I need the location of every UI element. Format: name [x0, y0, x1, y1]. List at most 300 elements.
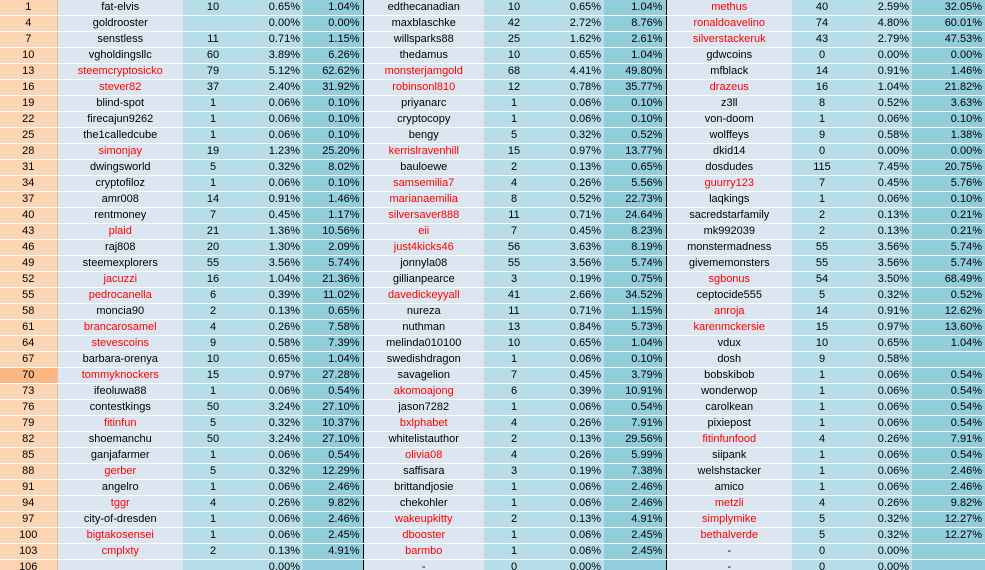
cumulative-percent-cell[interactable]: 0.75% — [604, 272, 666, 288]
user-name-cell[interactable]: simonjay — [57, 144, 183, 160]
user-name-cell[interactable]: dosh — [666, 352, 792, 368]
user-name-cell[interactable]: fat-elvis — [57, 0, 183, 16]
user-name-cell[interactable]: von-doom — [666, 112, 792, 128]
user-name-cell[interactable]: - — [666, 560, 792, 570]
count-cell[interactable]: 9 — [792, 352, 852, 368]
percent-cell[interactable]: 3.56% — [243, 256, 303, 272]
percent-cell[interactable]: 0.06% — [544, 544, 604, 560]
count-cell[interactable]: 1 — [792, 368, 852, 384]
percent-cell[interactable]: 0.97% — [852, 320, 912, 336]
user-name-cell[interactable]: - — [666, 544, 792, 560]
user-name-cell[interactable]: cmplxty — [57, 544, 183, 560]
user-name-cell[interactable]: pedrocanella — [57, 288, 183, 304]
count-cell[interactable]: 15 — [484, 144, 544, 160]
count-cell[interactable]: 25 — [484, 32, 544, 48]
user-name-cell[interactable]: amr008 — [57, 192, 183, 208]
percent-cell[interactable]: 1.36% — [243, 224, 303, 240]
percent-cell[interactable]: 0.71% — [544, 304, 604, 320]
percent-cell[interactable]: 0.06% — [243, 176, 303, 192]
percent-cell[interactable]: 1.30% — [243, 240, 303, 256]
user-name-cell[interactable]: savagelion — [363, 368, 484, 384]
cumulative-percent-cell[interactable]: 4.91% — [604, 512, 666, 528]
cumulative-percent-cell[interactable]: 27.10% — [303, 432, 363, 448]
user-name-cell[interactable]: dwingsworld — [57, 160, 183, 176]
count-cell[interactable]: 43 — [792, 32, 852, 48]
cumulative-percent-cell[interactable]: 10.91% — [604, 384, 666, 400]
user-name-cell[interactable]: anroja — [666, 304, 792, 320]
percent-cell[interactable]: 0.52% — [852, 96, 912, 112]
count-cell[interactable]: 0 — [792, 560, 852, 570]
cumulative-percent-cell[interactable]: 22.73% — [604, 192, 666, 208]
percent-cell[interactable]: 0.26% — [243, 496, 303, 512]
cumulative-percent-cell[interactable]: 2.46% — [303, 512, 363, 528]
percent-cell[interactable]: 0.32% — [243, 464, 303, 480]
cumulative-percent-cell[interactable]: 0.10% — [303, 96, 363, 112]
count-cell[interactable]: 1 — [183, 176, 243, 192]
cumulative-percent-cell[interactable]: 7.91% — [912, 432, 985, 448]
cumulative-percent-cell[interactable]: 47.53% — [912, 32, 985, 48]
cumulative-percent-cell[interactable]: 49.80% — [604, 64, 666, 80]
user-name-cell[interactable]: brittandjosie — [363, 480, 484, 496]
user-name-cell[interactable]: raj808 — [57, 240, 183, 256]
user-name-cell[interactable]: metzli — [666, 496, 792, 512]
user-name-cell[interactable]: firecajun9262 — [57, 112, 183, 128]
count-cell[interactable]: 9 — [183, 336, 243, 352]
count-cell[interactable]: 1 — [484, 544, 544, 560]
row-number[interactable]: 100 — [0, 528, 57, 544]
cumulative-percent-cell[interactable] — [912, 544, 985, 560]
percent-cell[interactable]: 0.06% — [852, 368, 912, 384]
count-cell[interactable]: 1 — [484, 96, 544, 112]
percent-cell[interactable]: 0.19% — [544, 464, 604, 480]
user-name-cell[interactable]: ifeoluwa88 — [57, 384, 183, 400]
user-name-cell[interactable]: samsemilia7 — [363, 176, 484, 192]
user-name-cell[interactable]: saffisara — [363, 464, 484, 480]
user-name-cell[interactable]: the1calledcube — [57, 128, 183, 144]
percent-cell[interactable]: 3.56% — [544, 256, 604, 272]
percent-cell[interactable]: 0.71% — [243, 32, 303, 48]
count-cell[interactable] — [183, 16, 243, 32]
cumulative-percent-cell[interactable]: 0.10% — [604, 112, 666, 128]
user-name-cell[interactable]: - — [363, 560, 484, 570]
percent-cell[interactable]: 0.91% — [243, 192, 303, 208]
percent-cell[interactable]: 0.91% — [852, 64, 912, 80]
count-cell[interactable]: 2 — [484, 432, 544, 448]
percent-cell[interactable]: 3.24% — [243, 432, 303, 448]
percent-cell[interactable]: 0.06% — [852, 112, 912, 128]
cumulative-percent-cell[interactable]: 0.00% — [303, 16, 363, 32]
cumulative-percent-cell[interactable]: 5.74% — [604, 256, 666, 272]
cumulative-percent-cell[interactable]: 0.10% — [912, 192, 985, 208]
count-cell[interactable]: 5 — [484, 128, 544, 144]
user-name-cell[interactable]: sacredstarfamily — [666, 208, 792, 224]
cumulative-percent-cell[interactable]: 5.74% — [912, 256, 985, 272]
row-number[interactable]: 94 — [0, 496, 57, 512]
count-cell[interactable]: 16 — [183, 272, 243, 288]
percent-cell[interactable]: 0.06% — [243, 96, 303, 112]
user-name-cell[interactable]: goldrooster — [57, 16, 183, 32]
percent-cell[interactable]: 0.32% — [243, 160, 303, 176]
cumulative-percent-cell[interactable]: 13.77% — [604, 144, 666, 160]
count-cell[interactable]: 16 — [792, 80, 852, 96]
percent-cell[interactable]: 0.91% — [852, 304, 912, 320]
user-name-cell[interactable]: cryptofiloz — [57, 176, 183, 192]
count-cell[interactable]: 7 — [484, 368, 544, 384]
cumulative-percent-cell[interactable]: 0.10% — [303, 128, 363, 144]
row-number[interactable]: 61 — [0, 320, 57, 336]
count-cell[interactable]: 4 — [484, 448, 544, 464]
user-name-cell[interactable]: barmbo — [363, 544, 484, 560]
cumulative-percent-cell[interactable]: 0.54% — [303, 384, 363, 400]
count-cell[interactable]: 0 — [792, 144, 852, 160]
user-name-cell[interactable]: jason7282 — [363, 400, 484, 416]
percent-cell[interactable]: 0.26% — [243, 320, 303, 336]
user-name-cell[interactable]: vdux — [666, 336, 792, 352]
user-name-cell[interactable]: davedickeyyall — [363, 288, 484, 304]
row-number[interactable]: 55 — [0, 288, 57, 304]
percent-cell[interactable]: 0.32% — [852, 528, 912, 544]
percent-cell[interactable]: 0.65% — [544, 0, 604, 16]
percent-cell[interactable]: 0.00% — [852, 544, 912, 560]
user-name-cell[interactable]: priyanarc — [363, 96, 484, 112]
user-name-cell[interactable]: monsterjamgold — [363, 64, 484, 80]
count-cell[interactable]: 14 — [183, 192, 243, 208]
percent-cell[interactable]: 0.13% — [852, 208, 912, 224]
percent-cell[interactable]: 0.06% — [852, 464, 912, 480]
percent-cell[interactable]: 2.66% — [544, 288, 604, 304]
percent-cell[interactable]: 0.26% — [544, 176, 604, 192]
count-cell[interactable]: 1 — [183, 96, 243, 112]
cumulative-percent-cell[interactable]: 5.74% — [303, 256, 363, 272]
user-name-cell[interactable]: gerber — [57, 464, 183, 480]
percent-cell[interactable]: 0.26% — [544, 448, 604, 464]
user-name-cell[interactable]: brancarosamel — [57, 320, 183, 336]
count-cell[interactable]: 68 — [484, 64, 544, 80]
cumulative-percent-cell[interactable]: 1.04% — [912, 336, 985, 352]
percent-cell[interactable]: 5.12% — [243, 64, 303, 80]
percent-cell[interactable]: 0.06% — [243, 128, 303, 144]
percent-cell[interactable]: 2.59% — [852, 0, 912, 16]
row-number[interactable]: 91 — [0, 480, 57, 496]
percent-cell[interactable]: 0.06% — [243, 384, 303, 400]
user-name-cell[interactable]: steemexplorers — [57, 256, 183, 272]
user-name-cell[interactable]: laqkings — [666, 192, 792, 208]
percent-cell[interactable]: 3.56% — [852, 256, 912, 272]
count-cell[interactable]: 15 — [183, 368, 243, 384]
count-cell[interactable]: 42 — [484, 16, 544, 32]
cumulative-percent-cell[interactable]: 8.19% — [604, 240, 666, 256]
user-name-cell[interactable]: guurry123 — [666, 176, 792, 192]
cumulative-percent-cell[interactable]: 0.54% — [303, 448, 363, 464]
user-name-cell[interactable]: fitinfun — [57, 416, 183, 432]
cumulative-percent-cell[interactable]: 0.54% — [912, 368, 985, 384]
user-name-cell[interactable]: thedamus — [363, 48, 484, 64]
user-name-cell[interactable]: mfblack — [666, 64, 792, 80]
user-name-cell[interactable]: edthecanadian — [363, 0, 484, 16]
user-name-cell[interactable]: akomoajong — [363, 384, 484, 400]
percent-cell[interactable]: 0.06% — [243, 448, 303, 464]
count-cell[interactable]: 10 — [792, 336, 852, 352]
percent-cell[interactable]: 7.45% — [852, 160, 912, 176]
count-cell[interactable]: 5 — [792, 512, 852, 528]
percent-cell[interactable]: 3.89% — [243, 48, 303, 64]
user-name-cell[interactable]: jonnyla08 — [363, 256, 484, 272]
count-cell[interactable]: 4 — [183, 320, 243, 336]
cumulative-percent-cell[interactable]: 8.76% — [604, 16, 666, 32]
row-number[interactable]: 79 — [0, 416, 57, 432]
percent-cell[interactable]: 4.41% — [544, 64, 604, 80]
percent-cell[interactable]: 0.19% — [544, 272, 604, 288]
row-number[interactable]: 76 — [0, 400, 57, 416]
row-number[interactable]: 43 — [0, 224, 57, 240]
row-number[interactable]: 22 — [0, 112, 57, 128]
user-name-cell[interactable]: marianaemilia — [363, 192, 484, 208]
percent-cell[interactable]: 0.26% — [852, 432, 912, 448]
user-name-cell[interactable]: eii — [363, 224, 484, 240]
percent-cell[interactable]: 0.32% — [852, 288, 912, 304]
user-name-cell[interactable]: ronaldoavelino — [666, 16, 792, 32]
percent-cell[interactable]: 0.32% — [544, 128, 604, 144]
percent-cell[interactable]: 0.13% — [243, 544, 303, 560]
cumulative-percent-cell[interactable]: 2.46% — [604, 480, 666, 496]
cumulative-percent-cell[interactable]: 9.82% — [912, 496, 985, 512]
user-name-cell[interactable]: amico — [666, 480, 792, 496]
count-cell[interactable]: 15 — [792, 320, 852, 336]
cumulative-percent-cell[interactable]: 31.92% — [303, 80, 363, 96]
row-number[interactable]: 13 — [0, 64, 57, 80]
cumulative-percent-cell[interactable]: 12.27% — [912, 512, 985, 528]
percent-cell[interactable]: 3.50% — [852, 272, 912, 288]
cumulative-percent-cell[interactable]: 1.46% — [912, 64, 985, 80]
cumulative-percent-cell[interactable]: 13.60% — [912, 320, 985, 336]
cumulative-percent-cell[interactable]: 7.38% — [604, 464, 666, 480]
user-name-cell[interactable]: dbooster — [363, 528, 484, 544]
row-number[interactable]: 7 — [0, 32, 57, 48]
cumulative-percent-cell[interactable] — [604, 560, 666, 570]
user-name-cell[interactable]: wolffeys — [666, 128, 792, 144]
user-name-cell[interactable]: just4kicks46 — [363, 240, 484, 256]
count-cell[interactable]: 1 — [484, 496, 544, 512]
percent-cell[interactable]: 3.56% — [852, 240, 912, 256]
row-number[interactable]: 58 — [0, 304, 57, 320]
user-name-cell[interactable]: welshstacker — [666, 464, 792, 480]
row-number[interactable]: 88 — [0, 464, 57, 480]
cumulative-percent-cell[interactable]: 0.10% — [303, 176, 363, 192]
cumulative-percent-cell[interactable]: 6.26% — [303, 48, 363, 64]
percent-cell[interactable]: 0.06% — [544, 96, 604, 112]
user-name-cell[interactable]: steemcryptosicko — [57, 64, 183, 80]
row-number[interactable]: 64 — [0, 336, 57, 352]
count-cell[interactable]: 2 — [484, 512, 544, 528]
cumulative-percent-cell[interactable]: 10.56% — [303, 224, 363, 240]
user-name-cell[interactable]: monstermadness — [666, 240, 792, 256]
cumulative-percent-cell[interactable]: 5.99% — [604, 448, 666, 464]
percent-cell[interactable]: 0.65% — [544, 336, 604, 352]
row-number[interactable]: 19 — [0, 96, 57, 112]
user-name-cell[interactable]: gillianpearce — [363, 272, 484, 288]
user-name-cell[interactable]: olivia08 — [363, 448, 484, 464]
percent-cell[interactable]: 0.00% — [852, 560, 912, 570]
cumulative-percent-cell[interactable]: 25.20% — [303, 144, 363, 160]
user-name-cell[interactable]: bengy — [363, 128, 484, 144]
percent-cell[interactable]: 3.24% — [243, 400, 303, 416]
cumulative-percent-cell[interactable]: 1.04% — [303, 0, 363, 16]
row-number[interactable]: 106 — [0, 560, 57, 570]
percent-cell[interactable]: 2.72% — [544, 16, 604, 32]
user-name-cell[interactable]: barbara-orenya — [57, 352, 183, 368]
user-name-cell[interactable]: vgholdingsllc — [57, 48, 183, 64]
cumulative-percent-cell[interactable]: 1.46% — [303, 192, 363, 208]
count-cell[interactable]: 50 — [183, 400, 243, 416]
cumulative-percent-cell[interactable]: 2.45% — [604, 528, 666, 544]
count-cell[interactable]: 4 — [484, 176, 544, 192]
percent-cell[interactable]: 0.26% — [852, 496, 912, 512]
count-cell[interactable]: 40 — [792, 0, 852, 16]
cumulative-percent-cell[interactable]: 24.64% — [604, 208, 666, 224]
percent-cell[interactable]: 0.65% — [852, 336, 912, 352]
count-cell[interactable]: 3 — [484, 464, 544, 480]
count-cell[interactable]: 50 — [183, 432, 243, 448]
cumulative-percent-cell[interactable]: 2.61% — [604, 32, 666, 48]
percent-cell[interactable]: 0.71% — [544, 208, 604, 224]
cumulative-percent-cell[interactable]: 29.56% — [604, 432, 666, 448]
percent-cell[interactable]: 0.45% — [544, 368, 604, 384]
count-cell[interactable]: 115 — [792, 160, 852, 176]
count-cell[interactable]: 55 — [792, 256, 852, 272]
percent-cell[interactable]: 0.06% — [544, 480, 604, 496]
user-name-cell[interactable]: angelro — [57, 480, 183, 496]
percent-cell[interactable]: 2.40% — [243, 80, 303, 96]
user-name-cell[interactable]: stever82 — [57, 80, 183, 96]
cumulative-percent-cell[interactable]: 4.91% — [303, 544, 363, 560]
count-cell[interactable]: 5 — [183, 160, 243, 176]
cumulative-percent-cell[interactable]: 0.65% — [604, 160, 666, 176]
count-cell[interactable]: 74 — [792, 16, 852, 32]
user-name-cell[interactable]: whitelistauthor — [363, 432, 484, 448]
user-name-cell[interactable]: moncia90 — [57, 304, 183, 320]
user-name-cell[interactable]: robinsonl810 — [363, 80, 484, 96]
count-cell[interactable]: 1 — [183, 112, 243, 128]
cumulative-percent-cell[interactable]: 68.49% — [912, 272, 985, 288]
row-number[interactable]: 97 — [0, 512, 57, 528]
percent-cell[interactable]: 0.13% — [243, 304, 303, 320]
user-name-cell[interactable]: silverstackeruk — [666, 32, 792, 48]
cumulative-percent-cell[interactable]: 0.10% — [912, 112, 985, 128]
count-cell[interactable]: 55 — [183, 256, 243, 272]
percent-cell[interactable]: 2.79% — [852, 32, 912, 48]
count-cell[interactable]: 4 — [792, 496, 852, 512]
cumulative-percent-cell[interactable]: 8.02% — [303, 160, 363, 176]
cumulative-percent-cell[interactable]: 7.91% — [604, 416, 666, 432]
percent-cell[interactable]: 0.13% — [852, 224, 912, 240]
cumulative-percent-cell[interactable] — [912, 352, 985, 368]
user-name-cell[interactable]: fitinfunfood — [666, 432, 792, 448]
user-name-cell[interactable]: rentmoney — [57, 208, 183, 224]
count-cell[interactable]: 1 — [792, 400, 852, 416]
user-name-cell[interactable]: kerrislravenhill — [363, 144, 484, 160]
row-number[interactable]: 40 — [0, 208, 57, 224]
percent-cell[interactable]: 4.80% — [852, 16, 912, 32]
cumulative-percent-cell[interactable]: 2.45% — [303, 528, 363, 544]
count-cell[interactable]: 2 — [792, 208, 852, 224]
count-cell[interactable]: 2 — [484, 160, 544, 176]
user-name-cell[interactable]: stevescoins — [57, 336, 183, 352]
percent-cell[interactable]: 0.06% — [544, 400, 604, 416]
row-number[interactable]: 37 — [0, 192, 57, 208]
count-cell[interactable]: 1 — [183, 512, 243, 528]
user-name-cell[interactable]: bauloewe — [363, 160, 484, 176]
percent-cell[interactable]: 0.06% — [243, 480, 303, 496]
percent-cell[interactable]: 0.58% — [243, 336, 303, 352]
percent-cell[interactable]: 0.58% — [852, 128, 912, 144]
percent-cell[interactable]: 0.97% — [243, 368, 303, 384]
user-name-cell[interactable]: bobskibob — [666, 368, 792, 384]
row-number[interactable]: 85 — [0, 448, 57, 464]
row-number[interactable]: 49 — [0, 256, 57, 272]
row-number[interactable]: 73 — [0, 384, 57, 400]
percent-cell[interactable]: 0.00% — [852, 144, 912, 160]
count-cell[interactable]: 54 — [792, 272, 852, 288]
cumulative-percent-cell[interactable]: 8.23% — [604, 224, 666, 240]
cumulative-percent-cell[interactable]: 0.10% — [604, 352, 666, 368]
count-cell[interactable]: 14 — [792, 304, 852, 320]
percent-cell[interactable]: 0.06% — [852, 384, 912, 400]
cumulative-percent-cell[interactable]: 62.62% — [303, 64, 363, 80]
cumulative-percent-cell[interactable]: 0.00% — [912, 48, 985, 64]
cumulative-percent-cell[interactable]: 1.17% — [303, 208, 363, 224]
count-cell[interactable]: 55 — [484, 256, 544, 272]
row-number[interactable]: 70 — [0, 368, 57, 384]
user-name-cell[interactable]: jacuzzi — [57, 272, 183, 288]
percent-cell[interactable]: 0.06% — [544, 528, 604, 544]
count-cell[interactable]: 0 — [484, 560, 544, 570]
percent-cell[interactable]: 0.39% — [243, 288, 303, 304]
user-name-cell[interactable]: senstless — [57, 32, 183, 48]
count-cell[interactable]: 1 — [792, 480, 852, 496]
user-name-cell[interactable]: wakeupkitty — [363, 512, 484, 528]
row-number[interactable]: 31 — [0, 160, 57, 176]
percent-cell[interactable]: 0.06% — [852, 400, 912, 416]
percent-cell[interactable]: 0.32% — [852, 512, 912, 528]
row-number[interactable]: 4 — [0, 16, 57, 32]
cumulative-percent-cell[interactable]: 20.75% — [912, 160, 985, 176]
percent-cell[interactable]: 0.26% — [544, 416, 604, 432]
percent-cell[interactable]: 0.00% — [243, 560, 303, 570]
row-number[interactable]: 10 — [0, 48, 57, 64]
row-number[interactable]: 16 — [0, 80, 57, 96]
count-cell[interactable]: 60 — [183, 48, 243, 64]
count-cell[interactable]: 4 — [792, 432, 852, 448]
percent-cell[interactable]: 0.06% — [544, 352, 604, 368]
cumulative-percent-cell[interactable]: 0.52% — [604, 128, 666, 144]
cumulative-percent-cell[interactable]: 60.01% — [912, 16, 985, 32]
percent-cell[interactable]: 0.06% — [852, 416, 912, 432]
count-cell[interactable]: 2 — [183, 304, 243, 320]
count-cell[interactable]: 5 — [183, 464, 243, 480]
count-cell[interactable]: 10 — [484, 48, 544, 64]
user-name-cell[interactable]: gdwcoins — [666, 48, 792, 64]
percent-cell[interactable]: 0.65% — [544, 48, 604, 64]
count-cell[interactable]: 8 — [792, 96, 852, 112]
user-name-cell[interactable]: silversaver888 — [363, 208, 484, 224]
percent-cell[interactable]: 3.63% — [544, 240, 604, 256]
cumulative-percent-cell[interactable]: 0.54% — [604, 400, 666, 416]
percent-cell[interactable]: 0.06% — [243, 512, 303, 528]
count-cell[interactable]: 1 — [484, 112, 544, 128]
user-name-cell[interactable]: drazeus — [666, 80, 792, 96]
cumulative-percent-cell[interactable]: 27.28% — [303, 368, 363, 384]
count-cell[interactable]: 1 — [183, 384, 243, 400]
